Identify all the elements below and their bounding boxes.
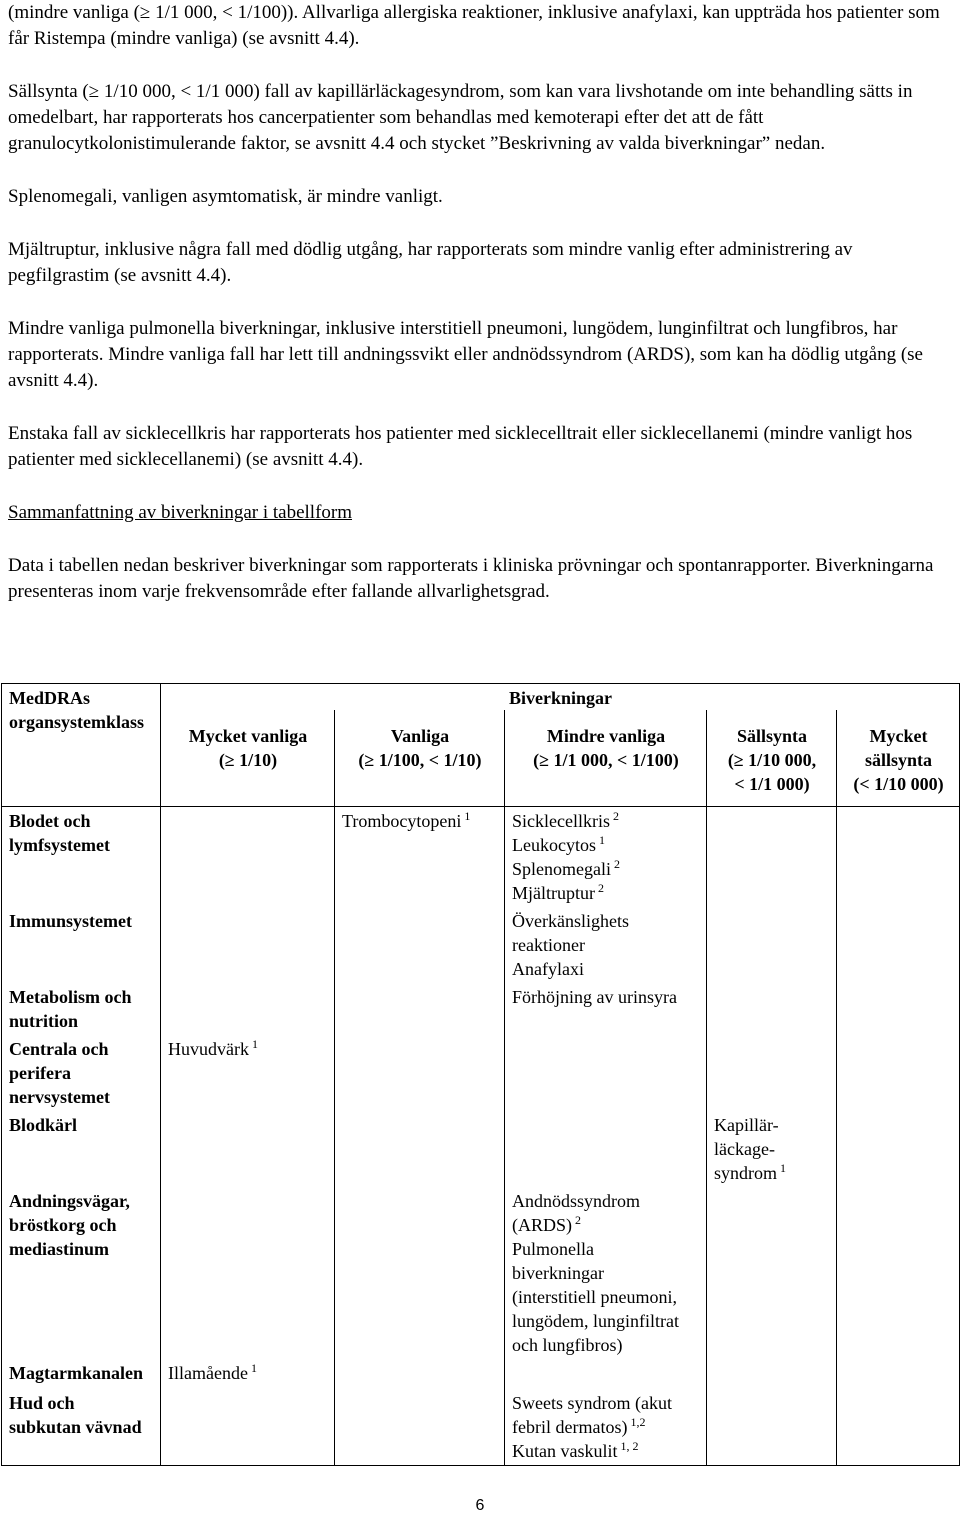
table-body <box>2 807 960 1466</box>
page-number: 6 <box>475 1497 485 1514</box>
reaction-entry: Sicklecellkris $^2$ <box>512 809 619 831</box>
reaction-entry: Andnödssyndrom <box>512 1191 641 1211</box>
section-heading: Sammanfattning av biverkningar i tabellform <box>8 502 353 523</box>
cell-uncommon <box>505 807 707 908</box>
cell-uncommon <box>505 983 707 1035</box>
table-row <box>2 907 960 983</box>
cell-very-rare <box>837 1111 960 1187</box>
table-row <box>2 1389 960 1466</box>
reaction-entry: Förhöjning av urinsyra <box>512 987 677 1007</box>
table-row <box>2 1359 960 1389</box>
footnote-marker: 1 <box>461 809 471 823</box>
reaction-entry: Överkänslighets <box>512 911 629 931</box>
cell-very-rare <box>837 983 960 1035</box>
soc-cell: Blodet och lymfsystemet <box>2 807 161 908</box>
cell-very-common <box>161 983 335 1035</box>
paragraph-splenomegaly: Splenomegali, vanligen asymtomatisk, är mindre vanligt. <box>8 186 443 207</box>
reaction-entry: och lungfibros) <box>512 1335 623 1355</box>
paragraph-capillary-leak: Sällsynta (≥ 1/10 000, < 1/1 000) fall av kapillärläckagesyndrom, som kan vara livshotande om inte behandling sätts in omedelbart, har rapporterats hos cancerpatienter som behandlas med kemoterapi efter det att de fått granulocytkolonistimulerande faktor, se avsnitt 4.4 och stycket ”Beskrivning av valda biverkningar” nedan. <box>8 81 913 154</box>
cell-common <box>335 1359 505 1389</box>
reaction-entry: läckage- <box>714 1139 775 1159</box>
cell-very-rare <box>837 807 960 908</box>
cell-rare <box>707 1035 837 1111</box>
cell-very-rare <box>837 1389 960 1466</box>
footnote-marker: 1 <box>777 1161 786 1175</box>
cell-rare <box>707 983 837 1035</box>
cell-uncommon <box>505 1359 707 1389</box>
footnote-marker: 1 <box>248 1037 258 1051</box>
footnote-marker: 1, 2 <box>617 1439 639 1453</box>
cell-very-common <box>161 1359 335 1389</box>
cell-common <box>335 1035 505 1111</box>
soc-cell: Blodkärl <box>2 1111 161 1187</box>
cell-very-common <box>161 1389 335 1466</box>
cell-very-rare <box>837 1187 960 1359</box>
cell-common <box>335 907 505 983</box>
reaction-entry: Trombocytopeni $^1$ <box>342 809 471 831</box>
cell-common <box>335 1111 505 1187</box>
cell-very-rare <box>837 1035 960 1111</box>
reaction-entry: Anafylaxi <box>512 959 584 979</box>
reaction-entry: Pulmonella <box>512 1239 594 1259</box>
cell-rare <box>707 1389 837 1466</box>
cell-rare <box>707 1359 837 1389</box>
freq-header-very-rare: Mycket sällsynta (< 1/10 000) <box>837 710 960 807</box>
footnote-marker: 2 <box>609 809 619 823</box>
reaction-entry: Kutan vaskulit $^{1, 2}$ <box>512 1439 639 1461</box>
table-row <box>2 1035 960 1111</box>
cell-common <box>335 807 505 908</box>
reaction-entry: biverkningar <box>512 1263 604 1283</box>
cell-uncommon <box>505 1187 707 1359</box>
cell-rare <box>707 1111 837 1187</box>
reaction-entry: (ARDS) $^2$ <box>512 1213 582 1235</box>
paragraph-pulmonary: Mindre vanliga pulmonella biverkningar, inklusive interstitiell pneumoni, lungödem, lunginfiltrat och lungfibros, har rapporterats. Mindre vanliga fall har lett till andningssvikt eller andnödssyndrom (ARDS), som kan ha dödlig utgång (se avsnitt 4.4). <box>8 318 923 391</box>
cell-common <box>335 1187 505 1359</box>
footnote-marker: 1 <box>595 833 605 847</box>
paragraph-sickle-cell: Enstaka fall av sicklecellkris har rapporterats hos patienter med sicklecelltrait eller sicklecellanemi (mindre vanligt hos patienter med sicklecellanemi) (se avsnitt 4.4). <box>8 423 913 470</box>
paragraph-table-intro: Data i tabellen nedan beskriver biverkningar som rapporterats i kliniska prövningar och spontanrapporter. Biverkningarna presenteras inom varje frekvensområde efter fallande allvarlighetsgrad. <box>8 555 934 602</box>
footnote-marker: 2 <box>595 881 604 895</box>
reaction-entry: syndrom $^1$ <box>714 1161 786 1183</box>
reaction-entry: Mjältruptur $^2$ <box>512 881 604 903</box>
soc-cell: Metabolism och nutrition <box>2 983 161 1035</box>
reaction-entry: febril dermatos) $^{1,2}$ <box>512 1415 646 1437</box>
footnote-marker: 2 <box>572 1213 582 1227</box>
cell-uncommon <box>505 1389 707 1466</box>
soc-cell: Magtarmkanalen <box>2 1359 161 1389</box>
footnote-marker: 2 <box>610 857 620 871</box>
soc-cell: Hud och subkutan vävnad <box>2 1389 161 1466</box>
cell-uncommon <box>505 907 707 983</box>
cell-common <box>335 1389 505 1466</box>
cell-rare <box>707 1187 837 1359</box>
soc-header-cell: MedDRAs organsystemklass <box>2 684 161 807</box>
reaction-entry: (interstitiell pneumoni, <box>512 1287 677 1307</box>
cell-common <box>335 983 505 1035</box>
adverse-reactions-table <box>1 683 960 1466</box>
cell-rare <box>707 907 837 983</box>
freq-header-rare: Sällsynta (≥ 1/10 000, < 1/1 000) <box>707 710 837 807</box>
cell-very-common <box>161 907 335 983</box>
cell-rare <box>707 807 837 908</box>
cell-very-common <box>161 1111 335 1187</box>
cell-very-common <box>161 807 335 908</box>
reaction-entry: Splenomegali $^2$ <box>512 857 620 879</box>
paragraph-allergic-reactions: (mindre vanliga (≥ 1/1 000, < 1/100)). Allvarliga allergiska reaktioner, inklusive anafylaxi, kan uppträda hos patienter som får Ristempa (mindre vanliga) (se avsnitt 4.4). <box>8 2 940 49</box>
cell-uncommon <box>505 1111 707 1187</box>
reaction-entry: Leukocytos $^1$ <box>512 833 605 855</box>
reaction-entry: lungödem, lunginfiltrat <box>512 1311 679 1331</box>
cell-very-rare <box>837 907 960 983</box>
paragraph-splenic-rupture: Mjältruptur, inklusive några fall med dödlig utgång, har rapporterats som mindre vanlig efter administrering av pegfilgrastim (se avsnitt 4.4). <box>8 239 853 286</box>
table-header-row <box>2 684 960 711</box>
reaction-entry: reaktioner <box>512 935 585 955</box>
soc-cell: Immunsystemet <box>2 907 161 983</box>
freq-header-common: Vanliga (≥ 1/100, < 1/10) <box>335 710 505 807</box>
cell-very-common <box>161 1035 335 1111</box>
soc-cell: Centrala och perifera nervsystemet <box>2 1035 161 1111</box>
adverse-reactions-group-header: Biverkningar <box>161 684 960 711</box>
freq-header-uncommon: Mindre vanliga (≥ 1/1 000, < 1/100) <box>505 710 707 807</box>
reaction-entry: Illamående $^1$ <box>168 1361 257 1383</box>
footnote-marker: 1 <box>247 1361 257 1375</box>
table-row <box>2 1187 960 1359</box>
reaction-entry: Huvudvärk $^1$ <box>168 1037 258 1059</box>
table-row <box>2 1111 960 1187</box>
cell-very-rare <box>837 1359 960 1389</box>
reaction-entry: Kapillär- <box>714 1115 779 1135</box>
soc-cell: Andningsvägar, bröstkorg och mediastinum <box>2 1187 161 1359</box>
document-page <box>8 0 952 632</box>
table-row <box>2 983 960 1035</box>
footnote-marker: 1,2 <box>627 1415 646 1429</box>
cell-very-common <box>161 1187 335 1359</box>
cell-uncommon <box>505 1035 707 1111</box>
reaction-entry: Sweets syndrom (akut <box>512 1393 672 1413</box>
freq-header-very-common: Mycket vanliga (≥ 1/10) <box>161 710 335 807</box>
table-row <box>2 807 960 908</box>
